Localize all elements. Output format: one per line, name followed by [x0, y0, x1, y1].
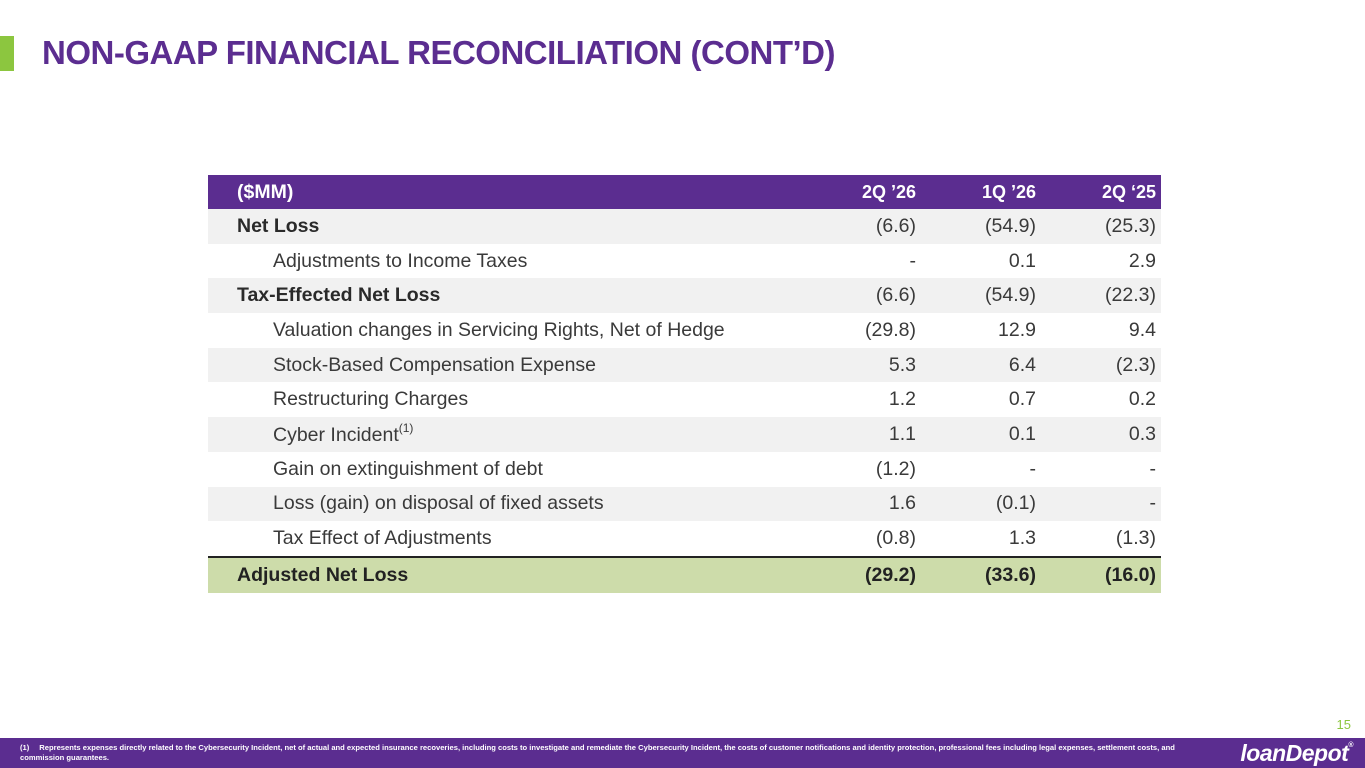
title-accent-bar	[0, 36, 14, 71]
row-label: Cyber Incident	[273, 424, 399, 447]
logo-text: loanDepot	[1240, 740, 1349, 766]
row-label: Net Loss	[237, 214, 320, 237]
page-number: 15	[1336, 717, 1351, 732]
row-value: (54.9)	[985, 214, 1036, 237]
header-col-2q25: 2Q ‘25	[1101, 181, 1156, 202]
row-value: 5.3	[888, 353, 916, 376]
row-value: (54.9)	[985, 284, 1036, 307]
row-label: Valuation changes in Servicing Rights, Net of Hedge	[273, 318, 725, 341]
row-value: 2.9	[1128, 249, 1156, 272]
footer-bar	[0, 738, 1365, 768]
row-value: 0.2	[1128, 388, 1156, 411]
table-header-row	[208, 175, 1161, 209]
row-label: Stock-Based Compensation Expense	[273, 353, 597, 376]
row-value: -	[909, 249, 916, 272]
header-col-1q26: 1Q ’26	[981, 181, 1036, 202]
table-row-loss-disposal-fixed-assets	[208, 487, 1161, 522]
row-value: (6.6)	[875, 214, 916, 237]
row-value: (16.0)	[1105, 563, 1156, 586]
row-value: 0.1	[1008, 249, 1036, 272]
row-label: Loss (gain) on disposal of fixed assets	[273, 492, 604, 515]
row-value: (1.3)	[1115, 527, 1156, 550]
row-value: (0.8)	[875, 527, 916, 550]
table-row-tax-effect-adjustments	[208, 521, 1161, 556]
row-value: 1.1	[888, 422, 916, 445]
row-value: 1.3	[1008, 527, 1036, 550]
page-title: NON-GAAP FINANCIAL RECONCILIATION (CONT’D)	[42, 34, 835, 71]
logo-registered-mark: ®	[1348, 742, 1353, 749]
table-row-gain-extinguishment-debt	[208, 452, 1161, 487]
table-row-valuation-changes	[208, 313, 1161, 348]
row-label: Tax Effect of Adjustments	[273, 527, 492, 550]
footnote-marker: (1)	[20, 743, 30, 752]
row-value: (25.3)	[1105, 214, 1156, 237]
table-row-cyber-incident	[208, 417, 1161, 452]
row-value: 1.2	[888, 388, 916, 411]
row-value: 0.3	[1128, 422, 1156, 445]
row-value: (29.2)	[865, 563, 916, 586]
table-row-stock-based-compensation	[208, 348, 1161, 383]
row-value: -	[1149, 492, 1156, 515]
row-value: (29.8)	[865, 318, 916, 341]
header-units: ($MM)	[237, 180, 294, 203]
row-value: -	[1149, 457, 1156, 480]
row-label-wrapper	[208, 421, 801, 447]
row-label: Tax-Effected Net Loss	[237, 284, 441, 307]
table-row-restructuring-charges	[208, 382, 1161, 417]
table-row-tax-effected-net-loss	[208, 278, 1161, 313]
table-row-net-loss	[208, 209, 1161, 244]
row-label: Adjusted Net Loss	[237, 563, 409, 586]
row-value: (22.3)	[1105, 284, 1156, 307]
footnote-text: Represents expenses directly related to the Cybersecurity Incident, net of actual and expected insurance recoveries, including costs to investigate and remediate the Cybersecurity Incident, the costs of customer notifications and identity protection, professional fees including legal expenses, settlement costs, and commission guarantees.	[20, 743, 1175, 762]
reconciliation-table	[208, 175, 1161, 593]
row-value: 6.4	[1008, 353, 1036, 376]
row-label: Gain on extinguishment of debt	[273, 457, 543, 480]
row-value: 0.7	[1008, 388, 1036, 411]
row-value: 9.4	[1128, 318, 1156, 341]
row-value: (6.6)	[875, 284, 916, 307]
row-value: -	[1029, 457, 1036, 480]
footnote-reference: (1)	[398, 421, 414, 436]
row-label: Adjustments to Income Taxes	[273, 249, 528, 272]
row-value: 1.6	[888, 492, 916, 515]
row-value: (0.1)	[995, 492, 1036, 515]
row-value: 0.1	[1008, 422, 1036, 445]
row-value: (1.2)	[875, 457, 916, 480]
row-value: 12.9	[998, 318, 1036, 341]
header-col-2q26: 2Q ’26	[861, 181, 916, 202]
footnote	[20, 743, 1220, 763]
loandepot-logo	[1240, 740, 1353, 767]
row-value: (33.6)	[985, 563, 1036, 586]
table-row-adjusted-net-loss	[208, 556, 1161, 593]
row-label: Restructuring Charges	[273, 388, 469, 411]
table-row-adjustments-income-taxes	[208, 244, 1161, 279]
row-value: (2.3)	[1115, 353, 1156, 376]
